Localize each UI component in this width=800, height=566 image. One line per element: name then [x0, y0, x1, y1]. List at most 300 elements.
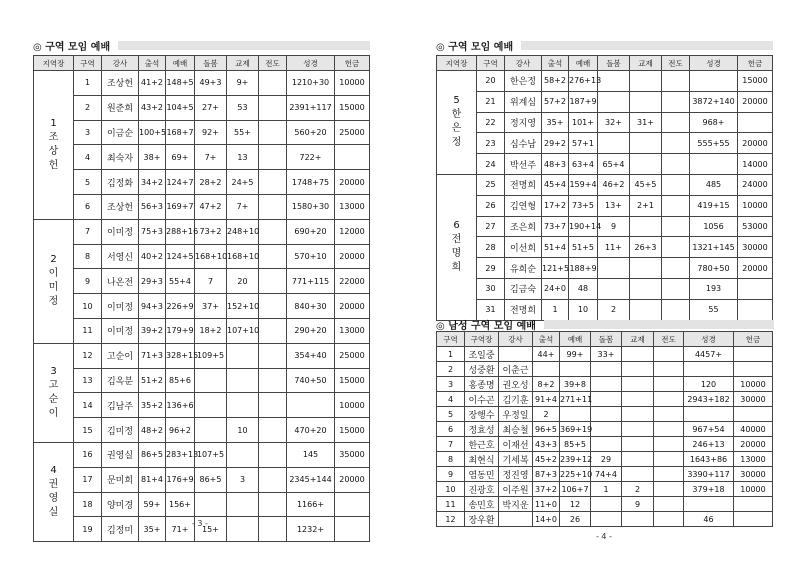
title-bar [544, 320, 774, 329]
table-cell: 26 [477, 195, 505, 216]
table-cell [499, 512, 533, 527]
table-cell: 10000 [734, 377, 773, 392]
table-cell [259, 145, 287, 170]
table-cell: 16 [74, 442, 102, 467]
table-cell: 원준희 [102, 95, 139, 120]
table-cell: 30000 [734, 392, 773, 407]
table-cell [630, 71, 662, 92]
table-cell: 20000 [734, 437, 773, 452]
table-cell: 73+2 [195, 219, 227, 244]
table-cell: 555+55 [690, 133, 738, 154]
table-cell [622, 467, 654, 482]
table-cell: 248+10 [227, 219, 259, 244]
table-cell: 37+ [195, 294, 227, 319]
table-cell [654, 437, 684, 452]
table-cell: 권오성 [499, 377, 533, 392]
table-cell: 47+2 [195, 194, 227, 219]
table-cell: 1056 [690, 216, 738, 237]
table-cell: 28+2 [195, 170, 227, 195]
left-section-title [33, 38, 370, 53]
table-cell: 10 [569, 299, 598, 320]
table-cell [622, 392, 654, 407]
table-cell: 20 [477, 71, 505, 92]
table-cell: 91+4 [533, 392, 560, 407]
table-cell: 290+20 [287, 318, 335, 343]
table-cell: 55+4 [166, 269, 195, 294]
table-cell: 14 [74, 393, 102, 418]
table-cell: 우정일 [499, 407, 533, 422]
table-cell: 107+5 [195, 442, 227, 467]
column-header: 출석 [533, 332, 560, 347]
table-cell [227, 393, 259, 418]
table-cell [654, 422, 684, 437]
left-table [33, 55, 370, 542]
table-cell: 49+3 [195, 71, 227, 96]
table-cell: 168+10 [227, 244, 259, 269]
table-row [437, 278, 773, 299]
column-header: 지역장 [437, 56, 477, 71]
table-cell: 24000 [738, 174, 773, 195]
table-cell: 75+3 [139, 219, 166, 244]
table-cell: 최승철 [499, 422, 533, 437]
table-cell: 38+ [139, 145, 166, 170]
table-cell: 73+7 [542, 216, 569, 237]
table-cell [662, 237, 690, 258]
table-cell: 9 [74, 269, 102, 294]
table-cell: 13+ [598, 195, 630, 216]
table-cell: 20000 [335, 170, 370, 195]
column-header: 출석 [139, 56, 166, 71]
table-cell: 22 [477, 112, 505, 133]
table-cell: 780+50 [690, 258, 738, 279]
table-cell: 김연형 [505, 195, 542, 216]
table-cell: 10 [227, 418, 259, 443]
table-cell [598, 133, 630, 154]
table-cell: 53000 [738, 216, 773, 237]
right-bottom-section-title [436, 317, 774, 332]
table-cell: 37+2 [533, 482, 560, 497]
table-row [437, 512, 773, 527]
table-row [34, 194, 370, 219]
table-cell [591, 422, 622, 437]
column-header: 강사 [505, 56, 542, 71]
table-cell: 10 [437, 482, 465, 497]
right-bottom-table [436, 331, 773, 527]
table-cell: 29 [477, 258, 505, 279]
table-cell: 24+0 [542, 278, 569, 299]
table-row [437, 362, 773, 377]
table-cell: 771+115 [287, 269, 335, 294]
leader-name-cell: 3 고 순 이 [34, 343, 74, 442]
table-cell: 39+8 [560, 377, 591, 392]
table-cell: 32+ [598, 112, 630, 133]
table-row [437, 452, 773, 467]
table-cell: 109+5 [195, 343, 227, 368]
table-cell: 27+ [195, 95, 227, 120]
table-cell: 8 [437, 452, 465, 467]
table-cell: 9 [598, 216, 630, 237]
column-header: 구역 [437, 332, 465, 347]
table-cell: 최현식 [465, 452, 499, 467]
table-row [34, 120, 370, 145]
table-cell [734, 512, 773, 527]
table-cell: 156+ [166, 492, 195, 517]
table-cell: 3872+140 [690, 91, 738, 112]
table-cell [690, 71, 738, 92]
table-cell: 45+5 [630, 174, 662, 195]
table-cell: 169+7 [166, 194, 195, 219]
table-row [437, 437, 773, 452]
table-cell: 7 [74, 219, 102, 244]
table-cell: 46+2 [598, 174, 630, 195]
table-cell [630, 91, 662, 112]
table-cell: 13 [227, 145, 259, 170]
table-cell: 187+9 [569, 91, 598, 112]
table-cell: 59+ [139, 492, 166, 517]
right-top-table [436, 55, 773, 321]
table-cell: 379+18 [684, 482, 734, 497]
table-cell [259, 343, 287, 368]
table-cell: 120 [684, 377, 734, 392]
table-row [34, 71, 370, 96]
table-row [437, 377, 773, 392]
table-cell [598, 91, 630, 112]
table-cell: 45+2 [533, 452, 560, 467]
table-cell: 8 [74, 244, 102, 269]
table-cell: 2345+144 [287, 467, 335, 492]
table-cell: 17+2 [542, 195, 569, 216]
table-cell: 26 [560, 512, 591, 527]
table-cell [598, 71, 630, 92]
table-row [437, 482, 773, 497]
table-cell: 690+20 [287, 219, 335, 244]
table-cell [195, 368, 227, 393]
table-cell: 1166+ [287, 492, 335, 517]
table-cell: 283+13 [166, 442, 195, 467]
table-cell: 11+ [598, 237, 630, 258]
table-cell: 20000 [738, 133, 773, 154]
table-cell: 840+30 [287, 294, 335, 319]
table-cell: 1321+145 [690, 237, 738, 258]
table-cell: 13 [74, 368, 102, 393]
table-cell: 43+3 [533, 437, 560, 452]
table-cell [259, 170, 287, 195]
table-cell [622, 422, 654, 437]
table-cell: 장우환 [465, 512, 499, 527]
table-cell [259, 95, 287, 120]
table-cell: 기세복 [499, 452, 533, 467]
table-cell: 김금숙 [505, 278, 542, 299]
table-cell: 11 [74, 318, 102, 343]
table-cell: 이수곤 [465, 392, 499, 407]
table-row [34, 368, 370, 393]
table-row [437, 174, 773, 195]
table-row [34, 170, 370, 195]
leader-name-cell: 1 조 상 헌 [34, 71, 74, 220]
table-cell: 전명희 [505, 299, 542, 320]
table-cell: 서영신 [102, 244, 139, 269]
table-cell: 101+ [569, 112, 598, 133]
table-row [437, 195, 773, 216]
table-cell: 470+20 [287, 418, 335, 443]
table-cell [227, 343, 259, 368]
table-cell [227, 368, 259, 393]
table-cell [662, 133, 690, 154]
table-cell: 7 [195, 269, 227, 294]
table-cell: 13000 [734, 452, 773, 467]
table-cell: 56+3 [139, 194, 166, 219]
table-cell: 145 [287, 442, 335, 467]
table-cell: 226+9 [166, 294, 195, 319]
table-cell: 29+2 [542, 133, 569, 154]
table-cell: 10000 [335, 393, 370, 418]
table-cell: 15000 [738, 71, 773, 92]
title-bar [118, 41, 370, 50]
table-cell: 107+10 [227, 318, 259, 343]
table-cell: 25000 [335, 120, 370, 145]
table-cell: 22000 [335, 269, 370, 294]
table-cell: 김정화 [102, 170, 139, 195]
table-cell: 53 [227, 95, 259, 120]
table-cell [662, 258, 690, 279]
table-cell [259, 467, 287, 492]
table-cell [734, 497, 773, 512]
table-row [34, 244, 370, 269]
table-cell: 이금순 [102, 120, 139, 145]
table-cell: 85+6 [166, 368, 195, 393]
table-cell [654, 347, 684, 362]
table-cell: 11 [437, 497, 465, 512]
table-cell: 24+5 [227, 170, 259, 195]
table-cell: 48+3 [542, 154, 569, 175]
column-header: 성경 [684, 332, 734, 347]
table-cell: 168+10 [195, 244, 227, 269]
table-cell [335, 145, 370, 170]
table-cell: 99+ [560, 347, 591, 362]
table-cell [662, 174, 690, 195]
table-cell [259, 269, 287, 294]
column-header: 강사 [499, 332, 533, 347]
table-cell: 정지영 [505, 112, 542, 133]
table-cell: 조은희 [505, 216, 542, 237]
table-cell [259, 393, 287, 418]
table-cell: 740+50 [287, 368, 335, 393]
table-cell: 7+ [227, 194, 259, 219]
table-cell: 276+13 [569, 71, 598, 92]
table-cell: 26+3 [630, 237, 662, 258]
table-cell: 2+1 [630, 195, 662, 216]
table-row [34, 294, 370, 319]
table-cell: 86+5 [139, 442, 166, 467]
table-row [437, 71, 773, 92]
table-row [437, 467, 773, 482]
leader-name-cell: 2 이 미 정 [34, 219, 74, 343]
table-cell: 44+ [533, 347, 560, 362]
table-row [34, 145, 370, 170]
table-cell: 96+5 [533, 422, 560, 437]
table-cell: 권영실 [102, 442, 139, 467]
table-cell: 100+5 [139, 120, 166, 145]
table-cell: 73+5 [569, 195, 598, 216]
table-cell [654, 452, 684, 467]
table-cell: 92+ [195, 120, 227, 145]
table-cell: 96+2 [166, 418, 195, 443]
table-cell [734, 362, 773, 377]
table-cell: 87+3 [533, 467, 560, 482]
table-cell: 35+ [542, 112, 569, 133]
table-cell [195, 492, 227, 517]
table-cell [662, 195, 690, 216]
column-header: 돌봄 [598, 56, 630, 71]
table-cell: 40000 [734, 422, 773, 437]
table-cell [598, 278, 630, 299]
table-cell: 12000 [335, 219, 370, 244]
table-cell [259, 194, 287, 219]
table-cell: 18+2 [195, 318, 227, 343]
table-cell: 12 [560, 497, 591, 512]
table-cell [533, 362, 560, 377]
table-cell: 이미정 [102, 294, 139, 319]
table-cell: 4 [437, 392, 465, 407]
table-cell: 17 [74, 467, 102, 492]
leader-name-cell: 5 한 은 정 [437, 71, 477, 175]
table-cell: 179+9 [166, 318, 195, 343]
table-cell [259, 120, 287, 145]
table-cell: 485 [690, 174, 738, 195]
table-cell: 조일중 [465, 347, 499, 362]
column-header: 성경 [690, 56, 738, 71]
table-cell: 148+5 [166, 71, 195, 96]
table-cell: 14+0 [533, 512, 560, 527]
table-cell: 정진영 [499, 467, 533, 482]
table-cell: 5 [437, 407, 465, 422]
table-cell: 2943+182 [684, 392, 734, 407]
table-cell: 124+5 [166, 244, 195, 269]
table-cell: 1580+30 [287, 194, 335, 219]
table-cell: 31 [477, 299, 505, 320]
table-cell [259, 517, 287, 542]
table-cell [259, 418, 287, 443]
table-cell: 48+2 [139, 418, 166, 443]
table-cell: 560+20 [287, 120, 335, 145]
table-cell: 10000 [738, 195, 773, 216]
table-cell: 15+ [195, 517, 227, 542]
table-cell [591, 497, 622, 512]
table-cell: 23 [477, 133, 505, 154]
table-cell: 369+19 [560, 422, 591, 437]
page-number-left: - 3 - [192, 519, 208, 528]
table-cell: 20000 [738, 258, 773, 279]
table-cell: 159+4 [569, 174, 598, 195]
table-cell: 58+2 [542, 71, 569, 92]
table-cell: 8+2 [533, 377, 560, 392]
table-cell: 9 [437, 467, 465, 482]
table-cell: 35+2 [139, 393, 166, 418]
table-cell: 2 [622, 482, 654, 497]
table-cell: 35000 [335, 442, 370, 467]
right-bottom-title-text: ◎ 남성 구역 모임 예배 [436, 321, 536, 332]
column-header: 헌금 [734, 332, 773, 347]
table-row [437, 216, 773, 237]
table-cell: 43+2 [139, 95, 166, 120]
table-cell [591, 437, 622, 452]
table-cell: 136+6 [166, 393, 195, 418]
table-cell: 328+15 [166, 343, 195, 368]
table-cell: 65+4 [598, 154, 630, 175]
table-cell: 진광호 [465, 482, 499, 497]
table-cell: 71+ [166, 517, 195, 542]
table-cell: 1232+ [287, 517, 335, 542]
table-cell: 24 [477, 154, 505, 175]
table-cell: 9+ [227, 71, 259, 96]
table-row [34, 269, 370, 294]
column-header: 구역 [74, 56, 102, 71]
column-header: 예배 [560, 332, 591, 347]
column-header: 교제 [227, 56, 259, 71]
table-cell: 18 [74, 492, 102, 517]
table-cell [684, 407, 734, 422]
table-cell: 5 [74, 170, 102, 195]
table-cell: 유희순 [505, 258, 542, 279]
table-cell: 김남주 [102, 393, 139, 418]
column-header: 예배 [166, 56, 195, 71]
table-cell [654, 392, 684, 407]
table-cell: 1 [437, 347, 465, 362]
left-title-text: ◎ 구역 모임 예배 [33, 42, 111, 53]
table-cell: 2391+117 [287, 95, 335, 120]
table-cell: 86+5 [195, 467, 227, 492]
table-cell: 이미정 [102, 318, 139, 343]
table-cell: 2 [598, 299, 630, 320]
table-cell: 1 [591, 482, 622, 497]
table-cell [622, 377, 654, 392]
table-cell [259, 294, 287, 319]
table-cell: 354+40 [287, 343, 335, 368]
table-cell: 94+3 [139, 294, 166, 319]
table-cell [259, 244, 287, 269]
table-row [437, 154, 773, 175]
table-cell [734, 407, 773, 422]
table-cell [662, 154, 690, 175]
table-cell: 81+4 [139, 467, 166, 492]
table-cell [195, 418, 227, 443]
table-cell: 190+14 [569, 216, 598, 237]
table-cell [259, 71, 287, 96]
table-cell [195, 393, 227, 418]
table-cell: 570+10 [287, 244, 335, 269]
page-number-right: - 4 - [596, 532, 612, 541]
table-cell [684, 362, 734, 377]
right-top-title-text: ◎ 구역 모임 예배 [436, 42, 514, 53]
table-cell: 104+5 [166, 95, 195, 120]
table-cell: 14000 [738, 154, 773, 175]
table-cell [499, 347, 533, 362]
table-row [437, 392, 773, 407]
table-cell [630, 133, 662, 154]
table-cell: 심수남 [505, 133, 542, 154]
column-header: 돌봄 [591, 332, 622, 347]
table-cell: 6 [74, 194, 102, 219]
table-row [34, 393, 370, 418]
table-cell: 조상헌 [102, 71, 139, 96]
table-cell [622, 512, 654, 527]
table-cell: 55+ [227, 120, 259, 145]
table-cell: 193 [690, 278, 738, 299]
column-header: 교제 [630, 56, 662, 71]
column-header: 전도 [654, 332, 684, 347]
table-cell: 25000 [335, 343, 370, 368]
header-row [437, 56, 773, 71]
